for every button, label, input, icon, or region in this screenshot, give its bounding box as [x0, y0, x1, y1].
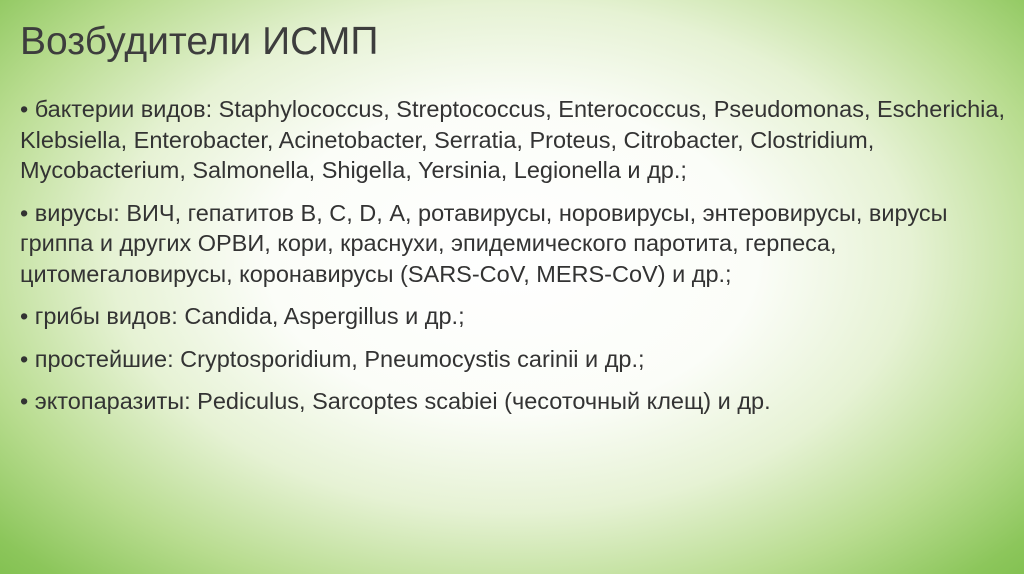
bullet-text: эктопаразиты: Pediculus, Sarcoptes scabiei (чесоточный клещ) и др.	[34, 388, 771, 414]
bullet-list	[20, 94, 1010, 429]
bullet-text: простейшие: Cryptosporidium, Pneumocystis carinii и др.;	[34, 345, 645, 372]
bullet-marker: •	[20, 345, 29, 372]
bullet-item-ectoparasites	[20, 386, 1010, 417]
bullet-marker: •	[20, 388, 29, 414]
bullet-text: бактерии видов: Staphylococcus, Streptococcus, Enterococcus, Pseudomonas, Escherichia, Klebsiella, Enterobacter, Acinetobacter, Serratia, Proteus, Citrobacter, Clostridium, Mycobacterium, Salmonella, Shigella, Yersinia, Legionella и др.;	[20, 96, 1006, 183]
bullet-marker: •	[20, 303, 29, 329]
bullet-item-fungi	[20, 301, 1010, 332]
bullet-item-protozoa	[20, 344, 1010, 375]
bullet-text: грибы видов: Candida, Aspergillus и др.;	[34, 303, 465, 329]
bullet-text: вирусы: ВИЧ, гепатитов В, С, D, А, ротавирусы, норовирусы, энтеровирусы, вирусы гриппа и других ОРВИ, кори, краснухи, эпидемического паротита, герпеса, цитомегаловирусы, коронавирусы (SARS-CoV, MERS-CoV) и др.;	[20, 199, 948, 287]
bullet-item-bacteria	[20, 94, 1010, 186]
slide-title: Возбудители ИСМП	[20, 20, 379, 63]
bullet-marker: •	[20, 96, 29, 122]
bullet-item-viruses	[20, 198, 1010, 290]
bullet-marker: •	[20, 199, 29, 226]
